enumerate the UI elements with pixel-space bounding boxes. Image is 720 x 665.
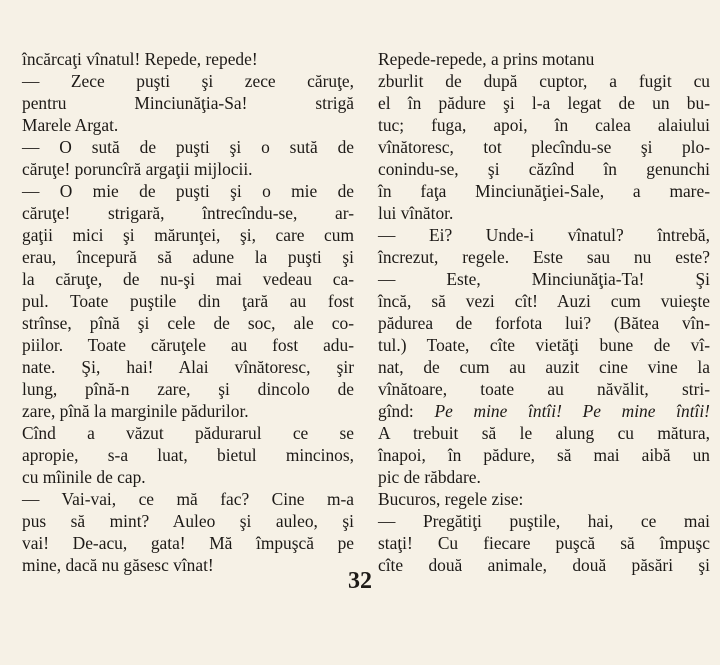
text-line: încă, să vezi cît! Auzi cum vuieşte: [378, 291, 710, 311]
text-line: cîte două animale, două păsări şi: [378, 555, 710, 575]
text-line: căruţe! strigară, întrecîndu-se, ar-: [22, 203, 354, 223]
text-line: lung, pînă-n zare, şi dincolo de: [22, 379, 354, 399]
text-line: — Este, Minciunăţia-Ta! Şi: [378, 269, 710, 289]
text-line: Marele Argat.: [22, 115, 119, 135]
text-line: pul. Toate puştile din ţară au fost: [22, 291, 354, 311]
text-line: — O mie de puşti şi o mie de: [22, 181, 354, 201]
text-line: Cînd a văzut pădurarul ce se: [22, 423, 354, 443]
text-line: gaţii mici şi mărunţei, şi, care cum: [22, 225, 354, 245]
text-column-right: [378, 48, 710, 576]
text-line: strînse, pînă şi cele de soc, ale co-: [22, 313, 354, 333]
text-line: — Ei? Unde-i vînatul? întrebă,: [378, 225, 710, 245]
text-line: căruţe! poruncîră argaţii mijlocii.: [22, 159, 253, 179]
text-line: staţi! Cu fiecare puşcă să împuşc: [378, 533, 710, 553]
text-line: pentru Minciunăţia-Sa! strigă: [22, 93, 354, 113]
text-line: lui vînător.: [378, 203, 454, 223]
text-line: tul.) Toate, cîte vietăţi bune de vî-: [378, 335, 710, 355]
text-line: cu mîinile de cap.: [22, 467, 146, 487]
text-line: nat, de cum au auzit cine vine la: [378, 357, 710, 377]
text-line: nate. Şi, hai! Alai vînătoresc, şir: [22, 357, 354, 377]
text-line: încrezut, regele. Este sau nu este?: [378, 247, 710, 267]
text-line: pădurea de forfota lui? (Bătea vîn-: [378, 313, 710, 333]
text-line: vai! De-acu, gata! Mă împuşcă pe: [22, 533, 354, 553]
text-line: Repede-repede, a prins motanu: [378, 49, 595, 69]
text-line: erau, începură să adune la puşti şi: [22, 247, 354, 267]
text-line: piilor. Toate căruţele au fost adu-: [22, 335, 354, 355]
text-line: mine, dacă nu găsesc vînat!: [22, 555, 214, 575]
text-line: zare, pînă la marginile pădurilor.: [22, 401, 249, 421]
text-line: tuc; fuga, apoi, în calea alaiului: [378, 115, 710, 135]
text-line: la căruţe, de nu-şi mai vedeau ca-: [22, 269, 354, 289]
page-number: 32: [348, 568, 372, 594]
text-line: A trebuit să le alung cu mătura,: [378, 423, 710, 443]
text-line: în faţa Minciunăţiei-Sale, a mare-: [378, 181, 710, 201]
text-line: Bucuros, regele zise:: [378, 489, 524, 509]
text-line: — Vai-vai, ce mă fac? Cine m-a: [22, 489, 354, 509]
text-line: zburlit de după cuptor, a fugit cu: [378, 71, 710, 91]
text-line: vînătoare, toate au năvălit, stri-: [378, 379, 710, 399]
text-line: încărcaţi vînatul! Repede, repede!: [22, 49, 258, 69]
text-line: gînd: Pe mine întîi! Pe mine întîi!: [378, 401, 710, 421]
text-line: — Zece puşti şi zece căruţe,: [22, 71, 354, 91]
text-line: el în pădure şi l-a legat de un bu-: [378, 93, 710, 113]
text-line: — Pregătiţi puştile, hai, ce mai: [378, 511, 710, 531]
text-line: — O sută de puşti şi o sută de: [22, 137, 354, 157]
text-line: conindu-se, şi căzînd în genunchi: [378, 159, 710, 179]
text-line: înapoi, în pădure, să mai aibă un: [378, 445, 710, 465]
text-line: pic de răbdare.: [378, 467, 481, 487]
text-line: pus să mint? Auleo şi auleo, şi: [22, 511, 354, 531]
text-line: vînătoresc, tot plecîndu-se şi plo-: [378, 137, 710, 157]
text-line: apropie, s-a luat, bietul mincinos,: [22, 445, 354, 465]
text-column-left: [22, 48, 354, 576]
